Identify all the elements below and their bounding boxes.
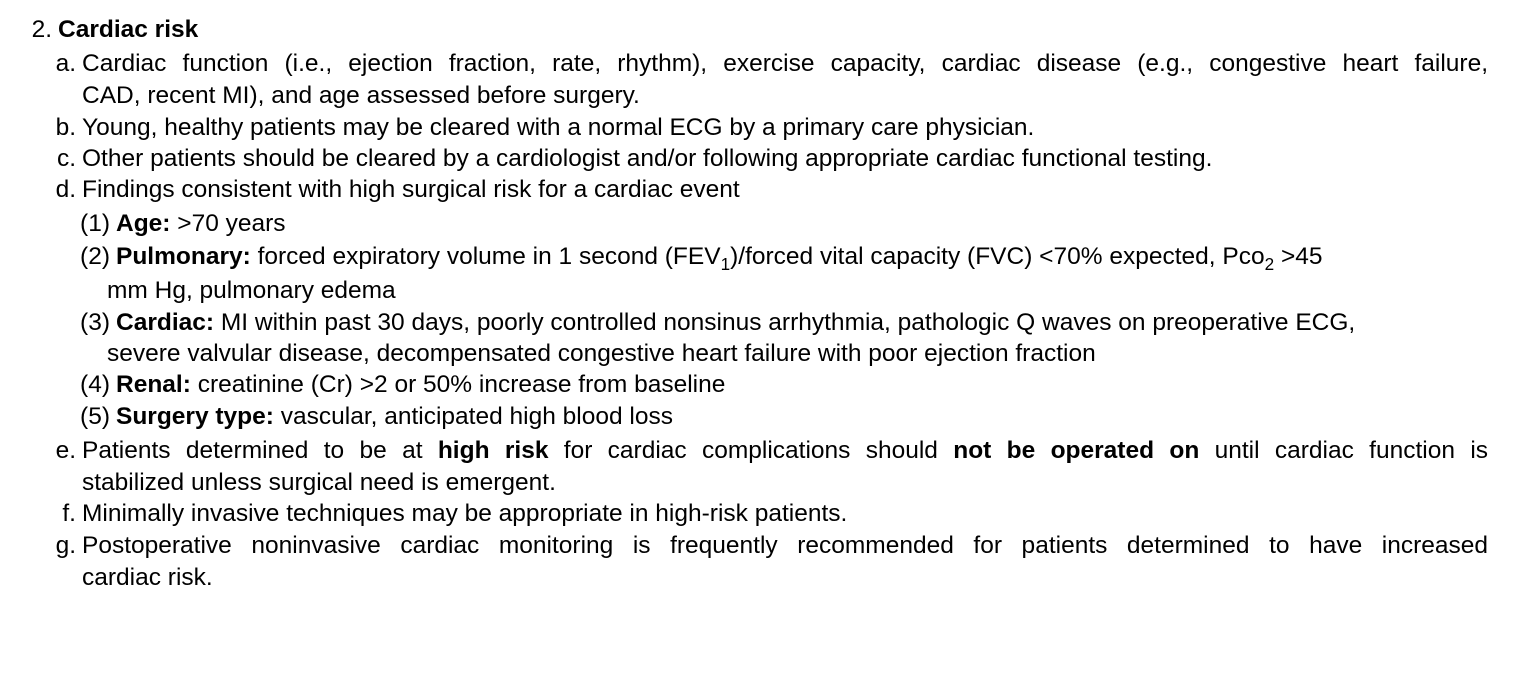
list-item-b-text: Young, healthy patients may be cleared with a normal ECG by a primary care physician. (82, 114, 1035, 141)
list-marker-a: a. (55, 50, 76, 77)
sub-marker-1: (1) (80, 210, 110, 237)
sub-item-2-line2: mm Hg, pulmonary edema (107, 277, 396, 304)
sub-item-5-body: vascular, anticipated high blood loss (273, 403, 673, 430)
list-item-g-line2: cardiac risk. (82, 564, 213, 591)
sub-item-3-text (116, 308, 1355, 338)
list-item-d-text: Findings consistent with high surgical risk for a cardiac event (82, 176, 740, 203)
section-number: 2. (31, 16, 52, 43)
sub-marker-4: (4) (80, 371, 110, 398)
list-item-e-body-c: until cardiac function is (1199, 437, 1489, 464)
sub-item-2-body-c: >45 (1274, 243, 1323, 270)
section-title: Cardiac risk (58, 16, 199, 43)
sub-item-2-body-a: forced expiratory volume in 1 second (FEV (250, 243, 721, 270)
sub-item-2-body-b: )/forced vital capacity (FVC) <70% expected, Pco (730, 243, 1265, 270)
list-item-f-text: Minimally invasive techniques may be appropriate in high-risk patients. (82, 500, 848, 527)
list-item-e-body-b: for cardiac complications should (548, 437, 954, 464)
sub-item-1-label: Age: (116, 210, 171, 237)
sub-item-3-body: MI within past 30 days, poorly controlled nonsinus arrhythmia, pathologic Q waves on preoperative ECG, (214, 309, 1356, 336)
list-marker-e: e. (55, 437, 76, 464)
sub-item-2-label: Pulmonary: (116, 243, 251, 270)
sub-item-5-text (116, 402, 673, 432)
sub-item-2-text (116, 242, 1323, 272)
not-operated-emphasis: not be operated on (953, 437, 1200, 464)
list-marker-f: f. (62, 500, 76, 527)
sub-item-3-label: Cardiac: (116, 309, 215, 336)
list-item-e-body-a: Patients determined to be at (82, 437, 438, 464)
sub-item-1-body: >70 years (170, 210, 286, 237)
list-item-e-line1 (82, 436, 1488, 466)
sub-item-3-line2: severe valvular disease, decompensated congestive heart failure with poor ejection fraction (107, 340, 1096, 367)
pco2-subscript: 2 (1264, 254, 1275, 274)
list-marker-g: g. (55, 532, 76, 559)
list-marker-b: b. (55, 114, 76, 141)
fev-subscript: 1 (720, 254, 731, 274)
list-marker-d: d. (55, 176, 76, 203)
list-marker-c: c. (56, 145, 76, 172)
high-risk-emphasis: high risk (437, 437, 549, 464)
list-item-a-line1: Cardiac function (i.e., ejection fraction, rate, rhythm), exercise capacity, cardiac disease (e.g., congestive heart failure, (82, 50, 1488, 77)
sub-marker-3: (3) (80, 309, 110, 336)
sub-marker-2: (2) (80, 243, 110, 270)
sub-item-1-text (116, 209, 286, 239)
sub-item-4-text (116, 370, 725, 400)
sub-marker-5: (5) (80, 403, 110, 430)
sub-item-5-label: Surgery type: (116, 403, 274, 430)
sub-item-4-body: creatinine (Cr) >2 or 50% increase from baseline (190, 371, 726, 398)
sub-item-4-label: Renal: (116, 371, 191, 398)
list-item-g-line1: Postoperative noninvasive cardiac monitoring is frequently recommended for patients determined to have increased (82, 532, 1488, 559)
list-item-e-line2: stabilized unless surgical need is emergent. (82, 469, 556, 496)
list-item-c-text: Other patients should be cleared by a cardiologist and/or following appropriate cardiac functional testing. (82, 145, 1213, 172)
list-item-a-line2: CAD, recent MI), and age assessed before surgery. (82, 82, 640, 109)
